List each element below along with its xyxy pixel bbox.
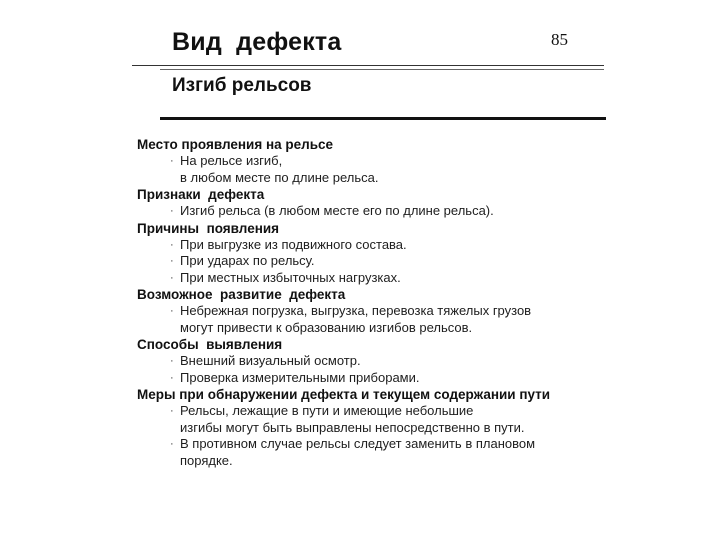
list-item-text: Рельсы, лежащие в пути и имеющие небольшие [180,403,474,418]
bullet-icon: · [170,438,174,450]
page-number: 85 [551,30,568,49]
list-item-text: В противном случае рельсы следует заменить в плановом [180,436,536,451]
section-heading: Место проявления на рельсе [137,137,334,152]
bullet-icon: · [170,371,174,384]
list-item-text: При ударах по рельсу. [180,253,315,268]
bullet-icon: · [170,305,174,317]
list-item-text: На рельсе изгиб, [180,153,283,168]
list-item-text: При выгрузке из подвижного состава. [180,236,407,252]
bullet-icon: · [170,271,174,284]
bullet-icon: · [170,255,174,267]
list-item-text: Изгиб рельса (в любом месте его по длине рельса). [180,203,494,218]
title-rule-bottom [160,69,604,70]
defect-sections [137,136,577,469]
section-heading: Причины появления [137,220,280,236]
list-item [137,153,577,170]
list-item [137,436,577,453]
list-item-text: изгибы могут быть выправлены непосредственно в пути. [180,419,525,435]
bullet-icon: · [170,155,174,167]
list-item-text: Внешний визуальный осмотр. [180,353,361,368]
bullet-icon: · [170,355,174,367]
list-item-text: При местных избыточных нагрузках. [180,269,401,285]
section-heading: Возможное развитие дефекта [137,287,346,302]
section-heading: Меры при обнаружении дефекта и текущем содержании пути [137,387,551,402]
list-item [137,420,577,437]
list-item [137,453,577,470]
page-title: Вид дефекта [172,28,342,56]
list-item [137,370,577,387]
list-item [137,237,577,254]
bullet-icon: · [170,205,174,217]
page-subtitle: Изгиб рельсов [172,75,312,96]
section-heading: Признаки дефекта [137,187,265,202]
list-item-text: порядке. [180,452,233,468]
list-item [137,303,577,320]
subtitle-rule [160,117,606,120]
list-item-text: могут привести к образованию изгибов рельсов. [180,319,473,335]
list-item [137,353,577,370]
list-item [137,270,577,287]
section-heading: Способы выявления [137,337,283,352]
list-item [137,170,577,187]
title-rule-top [132,65,604,66]
bullet-icon: · [170,405,174,417]
list-item [137,203,577,220]
list-item [137,253,577,270]
list-item [137,403,577,420]
list-item-text: Небрежная погрузка, выгрузка, перевозка тяжелых грузов [180,303,532,318]
list-item-text: в любом месте по длине рельса. [180,169,379,185]
bullet-icon: · [170,238,174,251]
list-item [137,320,577,337]
list-item-text: Проверка измерительными приборами. [180,369,420,385]
